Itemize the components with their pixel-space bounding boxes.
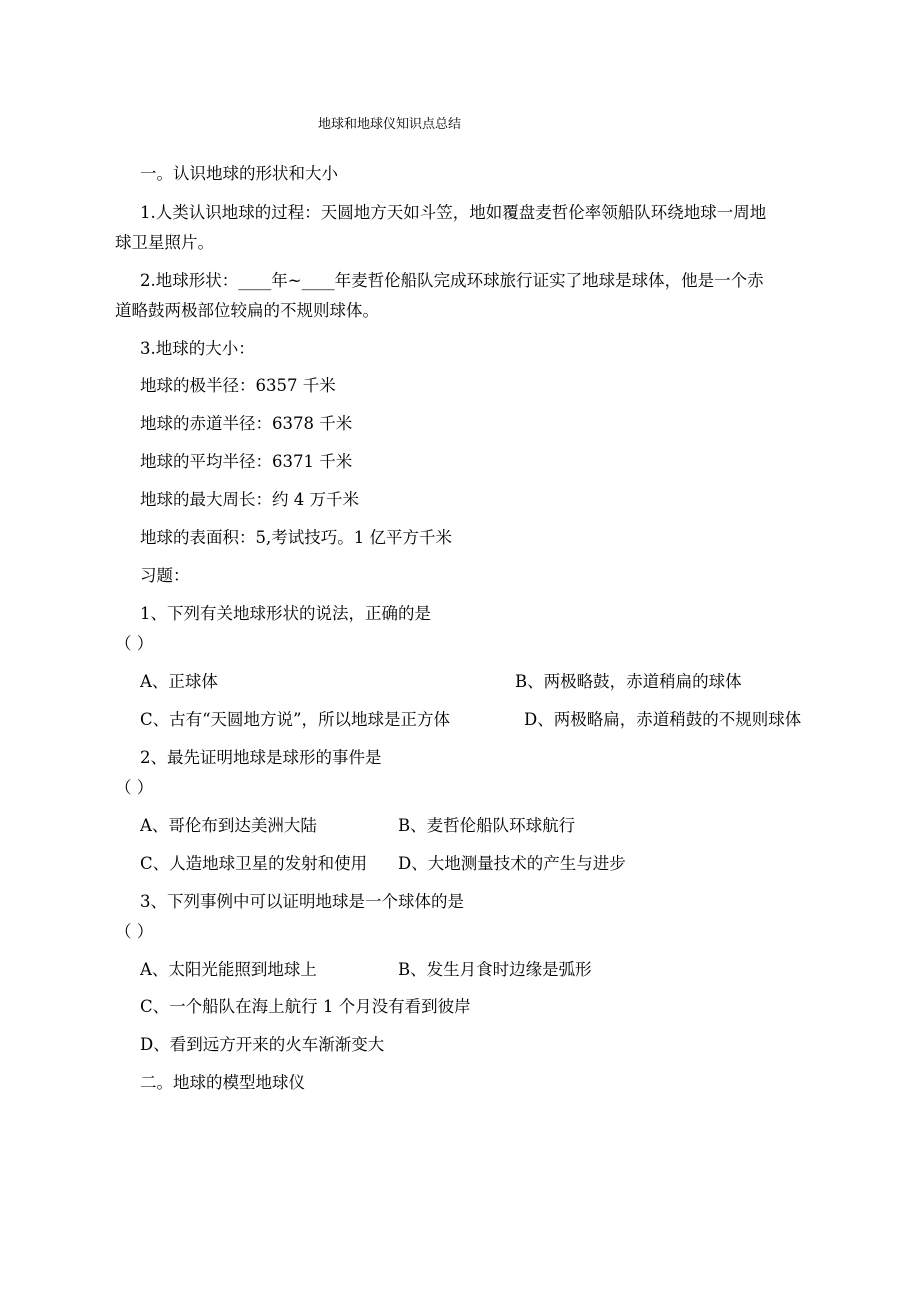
question-3-option-b: B、发生月食时边缘是弧形 [398,960,592,979]
fact-surface-area: 地球的表面积：5,考试技巧。1 亿平方千米 [140,528,452,547]
section-2-heading: 二。地球的模型地球仪 [140,1073,305,1092]
exercises-heading: 习题： [140,566,190,585]
section-1-heading: 一。认识地球的形状和大小 [140,164,338,183]
question-2: 2、最先证明地球是球形的事件是 [140,748,382,767]
page-title: 地球和地球仪知识点总结 [318,117,462,132]
fact-max-circumference: 地球的最大周长：约 4 万千米 [140,490,359,509]
paragraph-1-line-1: 1.人类认识地球的过程：天圆地方天如斗笠，地如覆盘麦哲伦率领船队环绕地球一周地 [140,203,767,222]
paragraph-2-line-1: 2.地球形状：____年~____年麦哲伦船队完成环球旅行证实了地球是球体，他是一个赤 [140,271,764,290]
question-1-answer-blank: （ ） [115,634,154,653]
question-1-option-a: A、正球体 [140,672,218,691]
question-3-answer-blank: （ ） [115,922,154,941]
question-2-option-c: C、人造地球卫星的发射和使用 [140,854,368,873]
question-1-option-c: C、古有“天圆地方说”，所以地球是正方体 [140,710,450,729]
question-2-answer-blank: （ ） [115,778,154,797]
fact-mean-radius: 地球的平均半径：6371 千米 [140,452,353,471]
question-2-option-a: A、哥伦布到达美洲大陆 [140,816,317,835]
paragraph-3-heading: 3.地球的大小： [140,339,255,358]
question-3: 3、下列事例中可以证明地球是一个球体的是 [140,892,464,911]
question-3-option-a: A、太阳光能照到地球上 [140,960,317,979]
question-2-option-b: B、麦哲伦船队环球航行 [398,816,576,835]
fact-equatorial-radius: 地球的赤道半径：6378 千米 [140,414,353,433]
question-1: 1、下列有关地球形状的说法，正确的是 [140,604,431,623]
question-3-option-d: D、看到远方开来的火车渐渐变大 [140,1035,385,1054]
fact-polar-radius: 地球的极半径：6357 千米 [140,376,336,395]
paragraph-1-line-2: 球卫星照片。 [115,233,214,252]
question-1-option-b: B、两极略鼓，赤道稍扁的球体 [515,672,742,691]
question-2-option-d: D、大地测量技术的产生与进步 [398,854,626,873]
question-1-option-d: D、两极略扁，赤道稍鼓的不规则球体 [524,710,802,729]
question-3-option-c: C、一个船队在海上航行 1 个月没有看到彼岸 [140,997,471,1016]
paragraph-2-line-2: 道略鼓两极部位较扁的不规则球体。 [115,301,379,320]
